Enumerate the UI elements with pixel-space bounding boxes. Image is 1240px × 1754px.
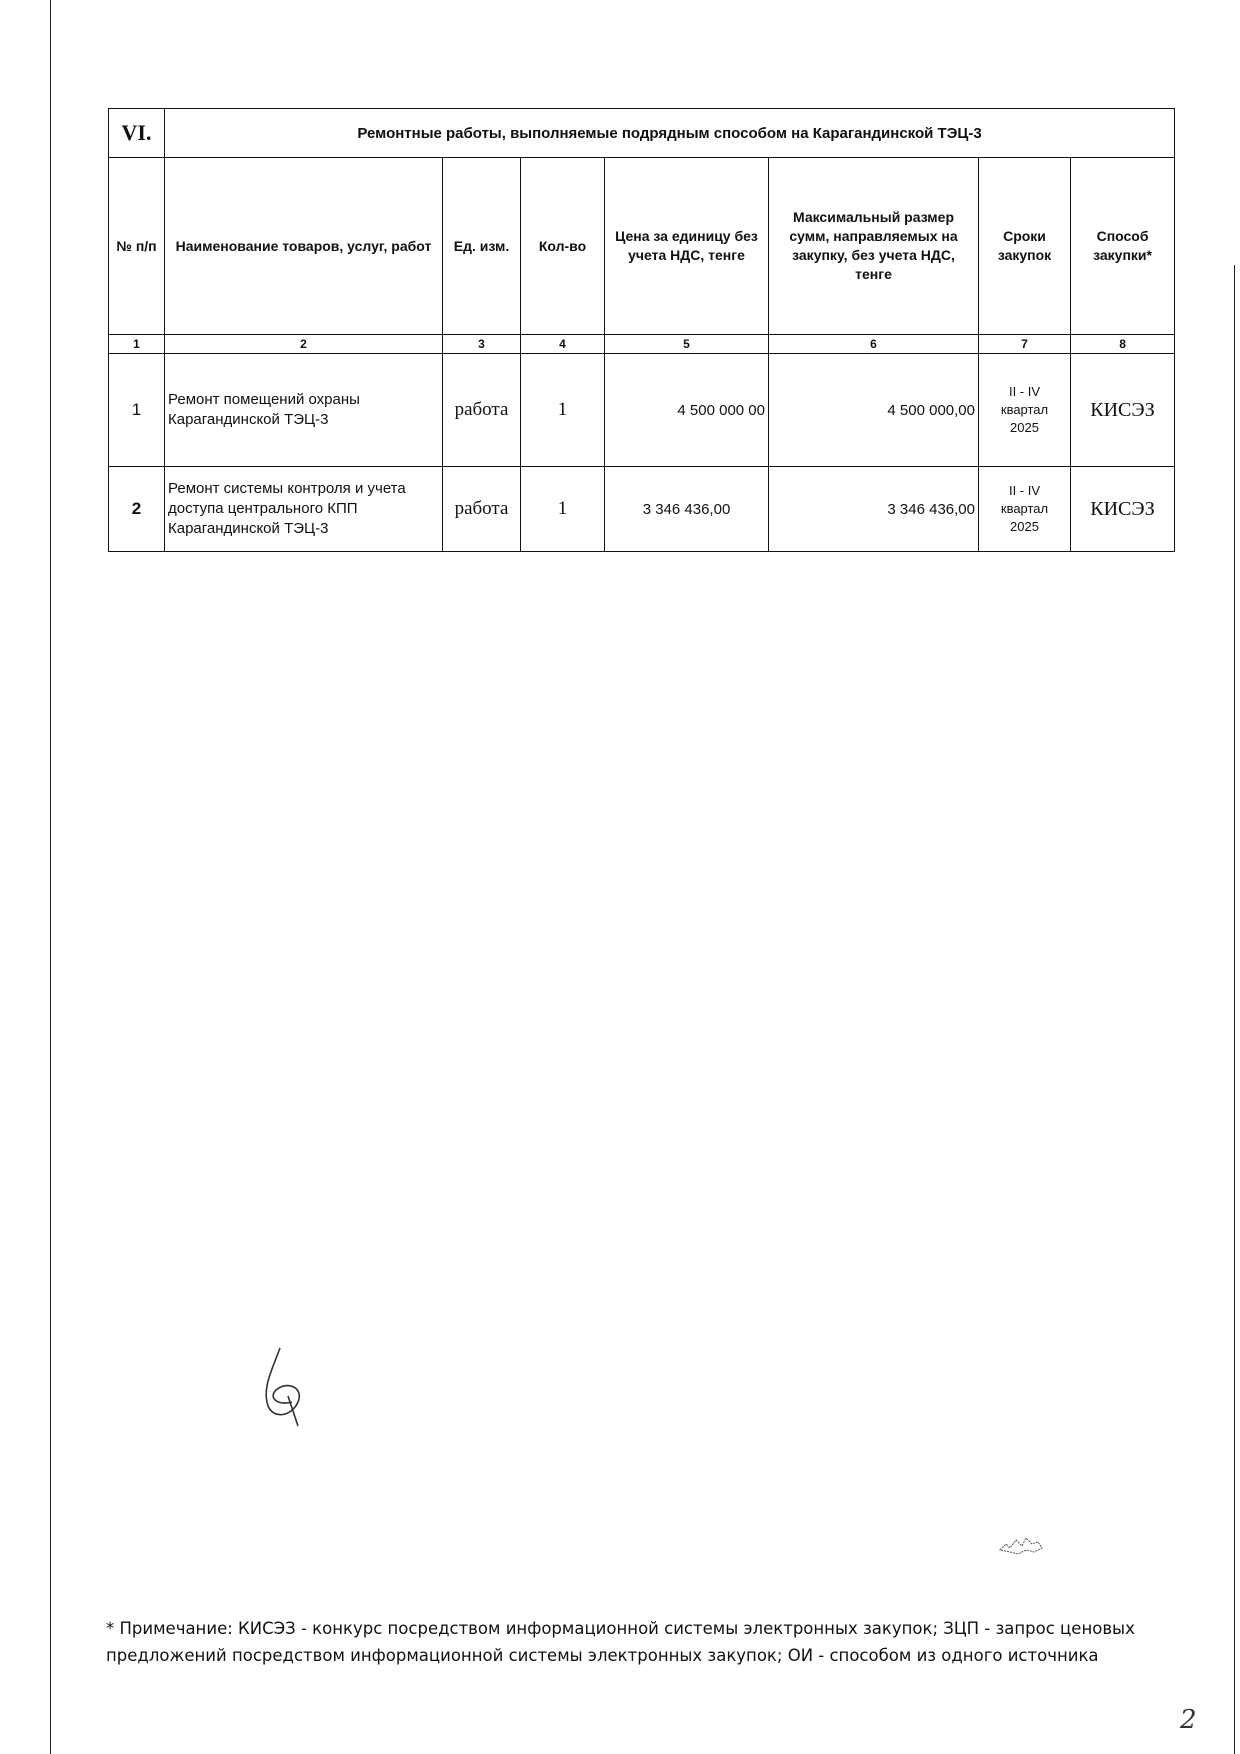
header-max-sum: Максимальный размер сумм, направляемых на закупку, без учета НДС, тенге — [769, 158, 979, 335]
item-name: Ремонт системы контроля и учета доступа центрального КПП Карагандинской ТЭЦ-3 — [165, 467, 443, 552]
footnote: * Примечание: КИСЭЗ - конкурс посредством информационной системы электронных закупок; ЗЦП - запрос ценовых предложений посредством информационной системы электронных закупок; ОИ - способом из одного источника — [106, 1619, 1135, 1665]
row-number: 1 — [109, 354, 165, 467]
item-max-sum: 4 500 000,00 — [769, 354, 979, 467]
table-row — [109, 354, 1175, 467]
section-title: Ремонтные работы, выполняемые подрядным способом на Карагандинской ТЭЦ-3 — [165, 109, 1175, 158]
column-index: 7 — [979, 335, 1071, 354]
item-qty: 1 — [521, 467, 605, 552]
item-qty: 1 — [521, 354, 605, 467]
header-method: Способ закупки* — [1071, 158, 1175, 335]
item-name: Ремонт помещений охраны Карагандинской ТЭЦ-3 — [165, 354, 443, 467]
section-number: VI. — [109, 109, 165, 158]
column-index: 5 — [605, 335, 769, 354]
scan-edge-left — [50, 0, 51, 1754]
header-price: Цена за единицу без учета НДС, тенге — [605, 158, 769, 335]
table-row — [109, 467, 1175, 552]
item-terms — [979, 467, 1071, 552]
item-terms — [979, 354, 1071, 467]
item-price: 4 500 000 00 — [605, 354, 769, 467]
section-row — [109, 109, 1175, 158]
header-row — [109, 158, 1175, 335]
column-index: 1 — [109, 335, 165, 354]
signature — [258, 1340, 328, 1430]
term-line: 2025 — [1010, 519, 1039, 534]
column-index: 4 — [521, 335, 605, 354]
header-name: Наименование товаров, услуг, работ — [165, 158, 443, 335]
item-method: КИСЭЗ — [1071, 354, 1175, 467]
column-index: 2 — [165, 335, 443, 354]
item-method: КИСЭЗ — [1071, 467, 1175, 552]
page-number: 2 — [1180, 1705, 1197, 1735]
term-line: II - IV — [1008, 384, 1041, 399]
stamp-mark — [996, 1530, 1046, 1560]
column-index: 3 — [443, 335, 521, 354]
scan-edge-right — [1234, 265, 1235, 1754]
item-unit: работа — [443, 467, 521, 552]
column-index: 6 — [769, 335, 979, 354]
item-unit: работа — [443, 354, 521, 467]
term-line: квартал — [1000, 402, 1049, 417]
header-qty: Кол-во — [521, 158, 605, 335]
procurement-table — [108, 108, 1175, 552]
column-index-row — [109, 335, 1175, 354]
item-price: 3 346 436,00 — [605, 467, 769, 552]
term-line: II - IV — [1008, 483, 1041, 498]
column-index: 8 — [1071, 335, 1175, 354]
row-number: 2 — [109, 467, 165, 552]
term-line: 2025 — [1010, 420, 1039, 435]
term-line: квартал — [1000, 501, 1049, 516]
header-unit: Ед. изм. — [443, 158, 521, 335]
header-terms: Сроки закупок — [979, 158, 1071, 335]
item-max-sum: 3 346 436,00 — [769, 467, 979, 552]
header-num: № п/п — [109, 158, 165, 335]
